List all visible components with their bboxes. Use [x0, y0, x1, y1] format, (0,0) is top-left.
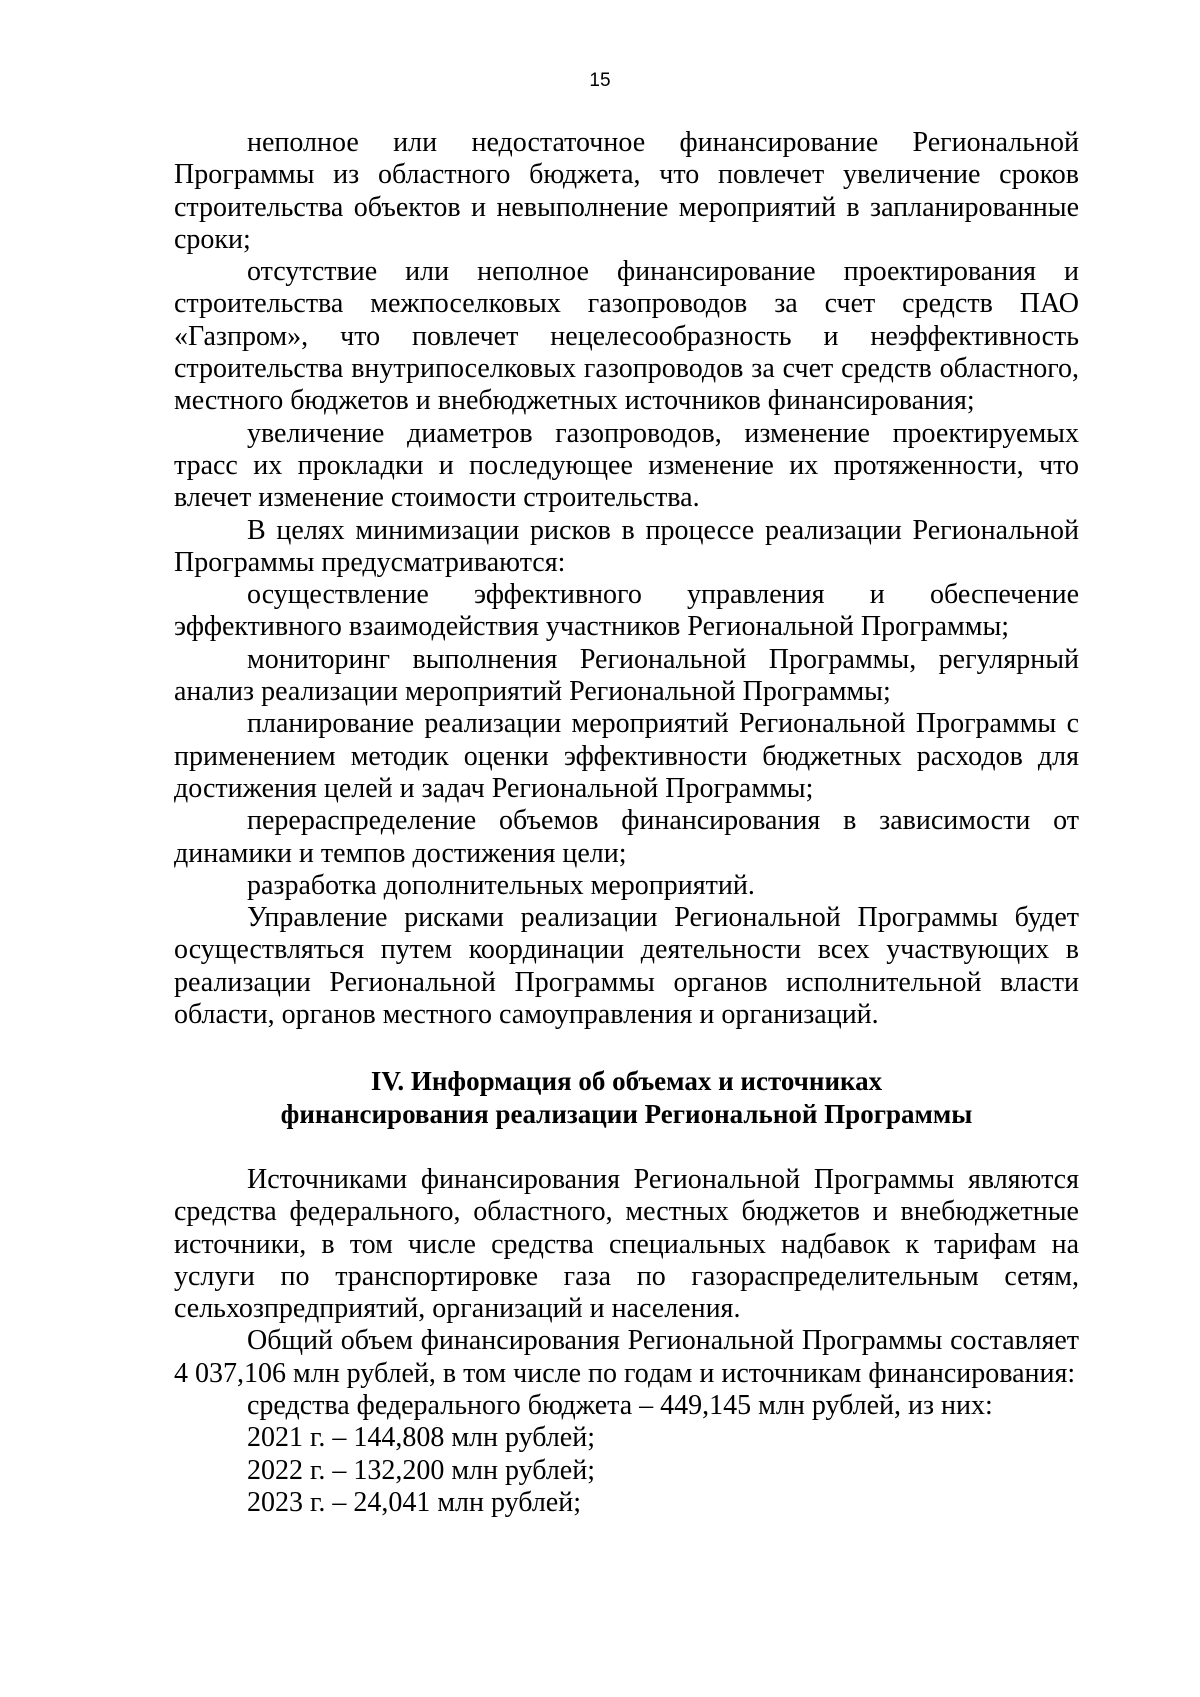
paragraph: В целях минимизации рисков в процессе реализации Региональной Программы предусматриваются: [174, 514, 1079, 578]
section-heading [174, 1065, 1079, 1130]
paragraph: планирование реализации мероприятий Региональной Программы с применением методик оценки эффективности бюджетных расходов для достижения целей и задач Региональной Программы; [174, 708, 1079, 804]
list-item: 2022 г. – 132,200 млн рублей; [247, 1454, 595, 1486]
paragraph: неполное или недостаточное финансирование Региональной Программы из областного бюджета, что повлечет увеличение сроков строительства объектов и невыполнение мероприятий в запланированные сроки; [174, 127, 1079, 255]
list-item: 2021 г. – 144,808 млн рублей; [247, 1422, 595, 1454]
paragraph: Источниками финансирования Региональной Программы являются средства федерального, областного, местных бюджетов и внебюджетные источники, в том числе средства специальных надбавок к тарифам на услуги по транспортировке газа по газораспределительным сетям, сельхозпредприятий, организаций и населения. [174, 1163, 1079, 1325]
list-item: средства федерального бюджета – 449,145 млн рублей, из них: [247, 1389, 993, 1421]
list-item: 2023 г. – 24,041 млн рублей; [247, 1486, 581, 1518]
paragraph: перераспределение объемов финансирования в зависимости от динамики и темпов достижения цели; [174, 805, 1079, 869]
page-number: 15 [589, 70, 611, 91]
paragraph: отсутствие или неполное финансирование проектирования и строительства межпоселковых газопроводов за счет средств ПАО «Газпром», что повлечет нецелесообразность и неэффективность строительства внутрипоселковых газопроводов за счет средств областного, местного бюджетов и внебюджетных источников финансирования; [174, 256, 1079, 417]
paragraph: увеличение диаметров газопроводов, изменение проектируемых трасс их прокладки и последующее изменение их протяженности, что влечет изменение стоимости строительства. [174, 417, 1079, 514]
paragraph: осуществление эффективного управления и обеспечение эффективного взаимодействия участников Региональной Программы; [174, 579, 1079, 643]
section-heading-line: финансирования реализации Региональной Программы [280, 1098, 973, 1129]
paragraph: мониторинг выполнения Региональной Программы, регулярный анализ реализации мероприятий Региональной Программы; [174, 643, 1079, 708]
paragraph: разработка дополнительных мероприятий. [247, 869, 755, 901]
section-heading-line: IV. Информация об объемах и источниках [370, 1066, 883, 1097]
paragraph: Общий объем финансирования Региональной Программы составляет 4 037,106 млн рублей, в том числе по годам и источникам финансирования: [174, 1325, 1079, 1389]
paragraph: Управление рисками реализации Региональной Программы будет осуществляться путем координации деятельности всех участвующих в реализации Региональной Программы органов исполнительной власти области, органов местного самоуправления и организаций. [174, 902, 1079, 1031]
document-body [174, 127, 1079, 1519]
